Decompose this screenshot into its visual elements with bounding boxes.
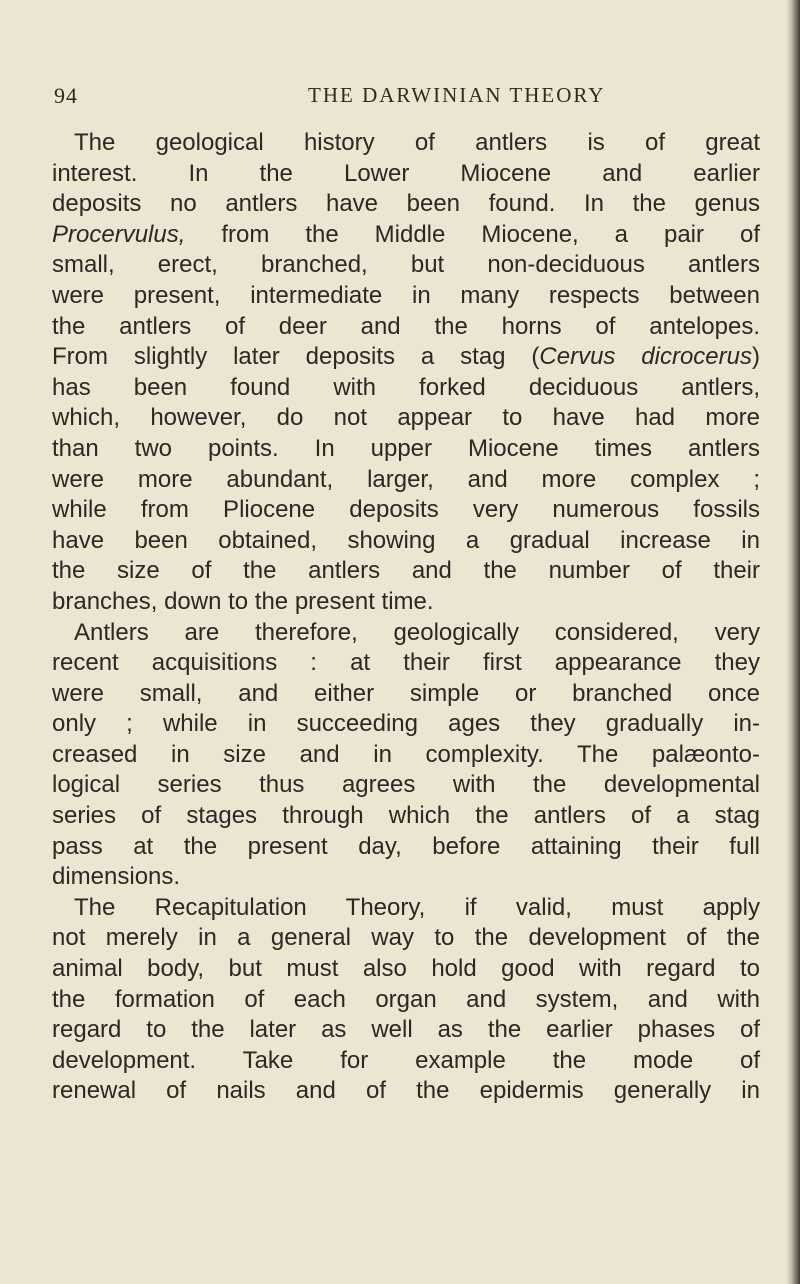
text-line: the antlers of deer and the horns of antelopes. [52,312,760,340]
page-number: 94 [54,83,78,108]
text-line: animal body, but must also hold good with regard to [52,955,760,983]
body-text [52,128,760,1107]
text-line: were small, and either simple or branched once [52,679,760,707]
text-line: renewal of nails and of the epidermis generally in [52,1077,760,1105]
text-line: series of stages through which the antlers of a stag [52,802,760,830]
running-head [0,83,800,113]
text-line: small, erect, branched, but non-deciduous antlers [52,251,760,279]
text-line: only ; while in succeeding ages they gradually in- [52,710,760,738]
page-edge-shadow [786,0,800,1284]
text-line: regard to the later as well as the earlier phases of [52,1016,760,1044]
text-line: not merely in a general way to the development of the [52,924,760,952]
text-line [52,220,760,251]
text-line: deposits no antlers have been found. In the genus [52,190,760,218]
text-line: were present, intermediate in many respects between [52,281,760,309]
text-line: were more abundant, larger, and more complex ; [52,465,760,493]
text-line: which, however, do not appear to have had more [52,404,760,432]
text-line: branches, down to the present time. [52,587,434,615]
text-line: Antlers are therefore, geologically considered, very [74,618,760,646]
text-line: the formation of each organ and system, and with [52,985,760,1013]
text-fragment: ) [752,343,760,371]
text-line: pass at the present day, before attaining their full [52,832,760,860]
text-fragment: from the Middle Miocene, a pair of [185,220,760,248]
text-line: development. Take for example the mode of [52,1046,760,1074]
text-line: The Recapitulation Theory, if valid, must apply [74,893,760,921]
text-line: creased in size and in complexity. The palæonto- [52,740,760,768]
text-line: dimensions. [52,863,181,891]
text-line: interest. In the Lower Miocene and earlier [52,159,760,187]
text-line: the size of the antlers and the number of their [52,557,760,585]
text-line: logical series thus agrees with the developmental [52,771,760,799]
running-title: THE DARWINIAN THEORY [308,83,606,107]
text-fragment: From slightly later deposits a stag ( [52,343,540,371]
text-line: recent acquisitions : at their first appearance they [52,649,760,677]
species-name: Cervus dicrocerus [539,343,752,371]
text-line: while from Pliocene deposits very numerous fossils [52,496,760,524]
text-line: than two points. In upper Miocene times antlers [52,434,760,462]
text-line: has been found with forked deciduous antlers, [52,373,760,401]
text-line [52,342,760,373]
genus-name: Procervulus, [52,220,186,248]
text-line: have been obtained, showing a gradual increase in [52,526,760,554]
text-line: The geological history of antlers is of great [74,129,760,156]
